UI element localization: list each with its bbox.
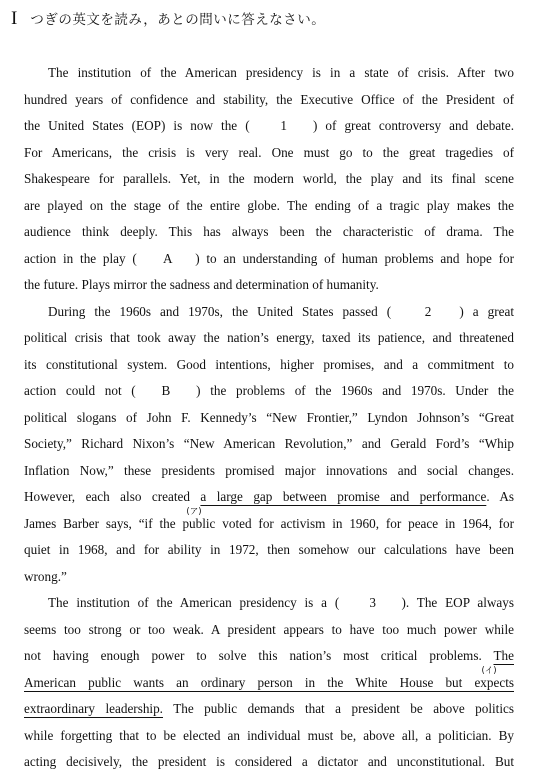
underline-label-b: (イ) — [481, 666, 497, 676]
passage-line: American public wants an ordinary person in the White House but expects — [24, 674, 514, 690]
text-span: the United States (EOP) is now the — [24, 118, 238, 133]
passage-line: For Americans, the crisis is very real. One must go to the great tragedies of — [24, 144, 514, 160]
text-span: to an understanding of human problems and hope for — [206, 250, 515, 266]
passage-line: wrong.” — [24, 568, 67, 584]
text-span: of great controversy and debate. — [325, 118, 514, 133]
underlined-text: extraordinary leadership. — [24, 701, 163, 716]
passage-line: quiet in 1968, and for ability in 1972, then somehow our calculations have been — [24, 542, 514, 557]
passage-line: its constitutional system. Good intentions, higher promises, and a commitment to — [24, 356, 514, 372]
passage-line: Inflation Now,” these presidents promised major innovations and social changes. — [24, 462, 514, 478]
passage-line: Shakespeare for parallels. Yet, in the modern world, the play and its final scene — [24, 171, 514, 186]
underlined-text: The — [493, 648, 514, 663]
passage-line — [24, 696, 514, 723]
passage-line: political slogans of John F. Kennedy’s “New Frontier,” Lyndon Johnson’s “Great — [24, 409, 514, 425]
blank-2: ( 2 ) — [386, 303, 464, 319]
blank-3: ( 3 ) — [334, 595, 406, 610]
passage-line: The institution of the American presidency is in a state of crisis. After two — [48, 65, 514, 80]
passage-line: hundred years of confidence and stability, the Executive Office of the President of — [24, 91, 514, 107]
blank-1: ( 1 ) — [245, 118, 318, 133]
underline-b — [481, 648, 514, 676]
instruction-text: つぎの英文を読み，あとの問いに答えなさい。 — [30, 12, 326, 28]
passage-line: James Barber says, “if the public voted for activism in 1960, for peace in 1964, for — [24, 515, 514, 531]
text-span: a great — [472, 303, 514, 319]
text-span: The institution of the American presidency is a — [48, 595, 327, 610]
passage-line: Society,” Richard Nixon’s “New American Revolution,” and Gerald Ford’s “Whip — [24, 436, 514, 451]
passage — [24, 60, 514, 776]
passage-line: seems too strong or too weak. A president appears to have too much power while — [24, 621, 514, 637]
passage-line — [24, 299, 514, 326]
passage-line: the future. Plays mirror the sadness and determination of humanity. — [24, 277, 379, 292]
passage-line: audience think deeply. This has always been the characteristic of drama. The — [24, 224, 514, 239]
blank-a: ( A ) — [132, 250, 200, 266]
underlined-text: a large gap between promise and performance — [200, 489, 487, 504]
text-span: . The EOP always — [405, 595, 514, 610]
passage-line: are played on the stage of the entire globe. The ending of a tragic play makes the — [24, 197, 514, 213]
text-span: action in the play — [24, 250, 126, 266]
section-header — [11, 8, 325, 32]
passage-line — [24, 643, 514, 676]
passage-line — [24, 590, 514, 617]
text-span: During the 1960s and 1970s, the United States passed — [48, 303, 378, 319]
text-span: not having enough power to solve this nation’s most critical problems. — [24, 648, 482, 663]
passage-line: acting decisively, the president is considered a dictator and unconstitutional. But — [24, 754, 514, 769]
passage-line: while forgetting that to be elected an individual must be, above all, a politician. By — [24, 727, 514, 743]
underline-a — [186, 489, 487, 517]
text-span: the problems of the 1960s and 1970s. Under the — [210, 383, 515, 398]
section-number: I — [11, 8, 18, 29]
blank-b: ( B ) — [131, 383, 201, 398]
passage-line — [24, 378, 514, 405]
text-span: action could not — [24, 383, 122, 398]
passage-line: political crisis that took away the nation’s energy, taxed its patience, and threatened — [24, 330, 514, 345]
underline-label-a: (ア) — [186, 507, 202, 517]
passage-line — [24, 246, 514, 273]
text-span: . As — [486, 489, 514, 504]
text-span: However, each also created — [24, 489, 190, 504]
text-span: The public demands that a president be above politics — [173, 701, 514, 716]
passage-line — [24, 113, 514, 140]
passage-line — [24, 484, 514, 517]
